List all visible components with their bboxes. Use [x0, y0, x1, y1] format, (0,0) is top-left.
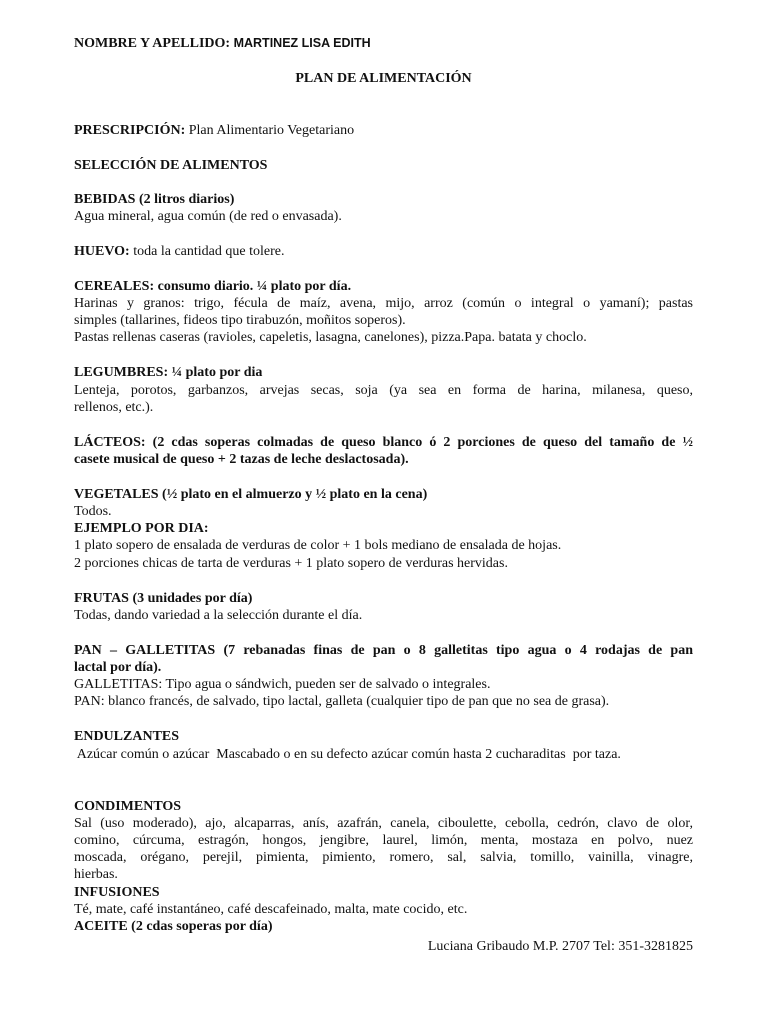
endulzantes-heading: ENDULZANTES — [74, 729, 180, 744]
name-value: MARTINEZ LISA EDITH — [233, 36, 371, 50]
pan-heading-line: lactal por día). — [74, 660, 162, 675]
ejemplo-line: 1 plato sopero de ensalada de verduras de color + 1 bols mediano de ensalada de hojas. — [74, 538, 562, 553]
condimentos-line: Sal (uso moderado), ajo, alcaparras, anís, azafrán, canela, ciboulette, cebolla, cedrón, clavo de olor, — [74, 816, 693, 831]
legumbres-heading: LEGUMBRES: ¼ plato por dia — [74, 365, 263, 380]
infusiones-text: Té, mate, café instantáneo, café descafeinado, malta, mate cocido, etc. — [74, 902, 468, 917]
cereales-line: Harinas y granos: trigo, fécula de maíz, avena, mijo, arroz (común o integral o yamaní); pastas — [74, 296, 693, 311]
page-title: PLAN DE ALIMENTACIÓN — [295, 71, 472, 86]
cereales-line: Pastas rellenas caseras (ravioles, capeletis, lasagna, canelones), pizza.Papa. batata y choclo. — [74, 330, 587, 345]
prescription-label: PRESCRIPCIÓN: — [74, 123, 186, 138]
lacteos-line: casete musical de queso + 2 tazas de leche deslactosada). — [74, 452, 409, 467]
endulzantes-text: Azúcar común o azúcar Mascabado o en su defecto azúcar común hasta 2 cucharaditas por taza. — [74, 747, 621, 762]
condimentos-line: moscada, orégano, perejil, pimienta, pimiento, romero, sal, salvia, tomillo, vainilla, vinagre, — [74, 850, 693, 865]
ejemplo-heading: EJEMPLO POR DIA: — [74, 521, 209, 536]
huevo-line — [74, 243, 693, 260]
bebidas-text: Agua mineral, agua común (de red o envasada). — [74, 209, 342, 224]
frutas-text: Todas, dando variedad a la selección durante el día. — [74, 608, 363, 623]
prescription-line — [74, 122, 693, 139]
condimentos-line: hierbas. — [74, 867, 118, 882]
cereales-line: simples (tallarines, fideos tipo tirabuzón, moñitos soperos). — [74, 313, 406, 328]
legumbres-line: Lenteja, porotos, garbanzos, arvejas secas, soja (ya sea en forma de harina, milanesa, queso, — [74, 383, 693, 398]
cereales-heading: CEREALES: consumo diario. ¼ plato por día. — [74, 279, 352, 294]
condimentos-line: comino, cúrcuma, estragón, hongos, jengibre, laurel, limón, menta, mostaza en polvo, nuez — [74, 833, 693, 848]
vegetales-heading: VEGETALES (½ plato en el almuerzo y ½ plato en la cena) — [74, 487, 428, 502]
ejemplo-line: 2 porciones chicas de tarta de verduras + 1 plato sopero de verduras hervidas. — [74, 556, 508, 571]
lacteos-line: LÁCTEOS: (2 cdas soperas colmadas de queso blanco ó 2 porciones de queso del tamaño de ½ — [74, 435, 693, 450]
name-line — [74, 35, 693, 52]
aceite-heading: ACEITE (2 cdas soperas por día) — [74, 919, 273, 934]
selection-title: SELECCIÓN DE ALIMENTOS — [74, 158, 268, 173]
prescription-value: Plan Alimentario Vegetariano — [188, 123, 355, 138]
frutas-heading: FRUTAS (3 unidades por día) — [74, 591, 253, 606]
name-label: NOMBRE Y APELLIDO: — [74, 36, 231, 51]
vegetales-text: Todos. — [74, 504, 112, 519]
pan-line: PAN: blanco francés, de salvado, tipo lactal, galleta (cualquier tipo de pan que no sea de grasa). — [74, 694, 610, 709]
condimentos-heading: CONDIMENTOS — [74, 799, 182, 814]
legumbres-line: rellenos, etc.). — [74, 400, 154, 415]
infusiones-heading: INFUSIONES — [74, 885, 160, 900]
pan-heading-line: PAN – GALLETITAS (7 rebanadas finas de pan o 8 galletitas tipo agua o 4 rodajas de pan — [74, 643, 693, 658]
pan-line: GALLETITAS: Tipo agua o sándwich, pueden ser de salvado o integrales. — [74, 677, 491, 692]
huevo-label: HUEVO: — [74, 244, 130, 259]
huevo-text: toda la cantidad que tolere. — [133, 244, 285, 259]
footer-signature: Luciana Gribaudo M.P. 2707 Tel: 351-3281825 — [427, 939, 693, 954]
bebidas-heading: BEBIDAS (2 litros diarios) — [74, 192, 235, 207]
